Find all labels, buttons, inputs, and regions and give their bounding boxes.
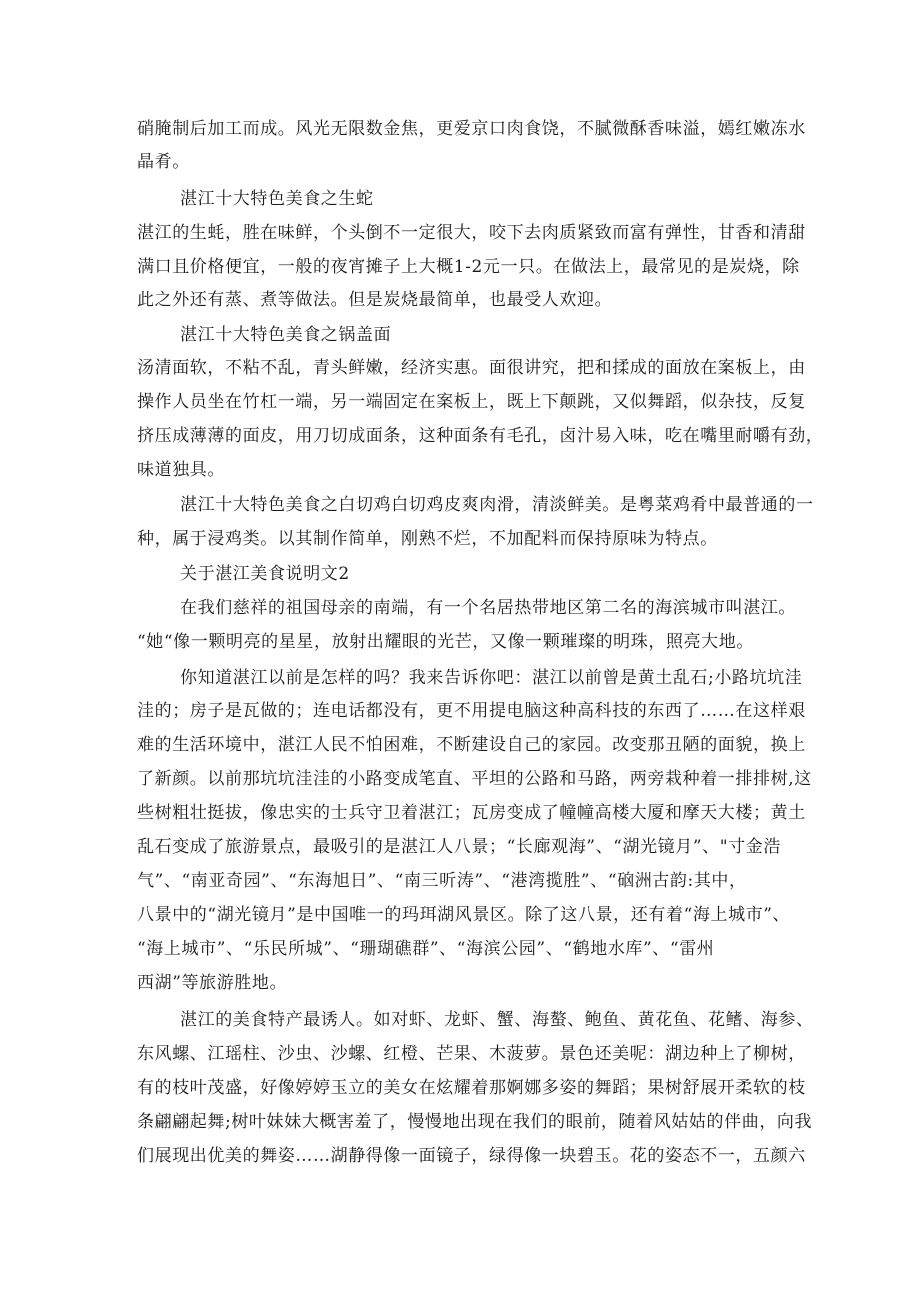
text-line: 条翩翩起舞;树叶妹妹大概害羞了，慢慢地出现在我们的眼前，随着风姑姑的伴曲，向我 — [137, 1112, 813, 1132]
text-line: 满口且价格便宜，一般的夜宵摊子上大概1-2元一只。在做法上，最常见的是炭烧，除 — [137, 257, 800, 277]
text-line: 湛江十大特色美食之白切鸡白切鸡皮爽肉滑，清淡鲜美。是粤菜鸡肴中最普通的一 — [180, 495, 814, 515]
text-line: 汤清面软，不粘不乱，青头鲜嫩，经济实惠。面很讲究，把和揉成的面放在案板上，由 — [137, 358, 806, 378]
text-line: 在我们慈祥的祖国母亲的南端，有一个名居热带地区第二名的海滨城市叫湛江。 — [180, 598, 796, 618]
section-heading: 湛江十大特色美食之锅盖面 — [180, 325, 392, 345]
text-line: 操作人员坐在竹杠一端，另一端固定在案板上，既上下颠跳，又似舞蹈，似杂技，反复 — [137, 392, 806, 412]
text-line: “海上城市”、“乐民所城”、“珊瑚礁群”、“海滨公园”、“鹤地水库”、“雷州 — [137, 939, 715, 959]
text-line: 湛江的生蚝，胜在味鲜，个头倒不一定很大，咬下去肉质紧致而富有弹性，甘香和清甜 — [137, 223, 806, 243]
text-line: 此之外还有蒸、煮等做法。但是炭烧最简单，也最受人欢迎。 — [137, 290, 613, 310]
text-line: 湛江的美食特产最诱人。如对虾、龙虾、蟹、海螯、鲍鱼、黄花鱼、花鳍、海参、 — [180, 1010, 814, 1030]
text-line: 难的生活环境中，湛江人民不怕困难，不断建设自己的家园。改变那丑陋的面貌，换上 — [137, 735, 806, 755]
section-heading: 关于湛江美食说明文2 — [180, 564, 350, 584]
text-line: 气”、“南亚奇园”、“东海旭日”、“南三听涛”、“港湾揽胜”、“硇洲古韵:其中， — [137, 871, 747, 891]
text-line: 西湖”等旅游胜地。 — [137, 973, 288, 993]
section-heading: 湛江十大特色美食之生蛇 — [180, 189, 374, 209]
text-line: 硝腌制后加工而成。风光无限数金焦，更爱京口肉食饶，不腻微酥香味溢，嫣红嫩冻水 — [137, 119, 806, 139]
text-line: 洼的；房子是瓦做的；连电话都没有，更不用提电脑这种高科技的东西了……在这样艰 — [137, 701, 806, 721]
text-line: 乱石变成了旅游景点，最吸引的是湛江人八景；“长廊观海”、“湖光镜月”、"寸金浩 — [137, 837, 781, 857]
text-line: 些树粗壮挺拔，像忠实的士兵守卫着湛江；瓦房变成了幢幢高楼大厦和摩天大楼；黄土 — [137, 803, 806, 823]
text-line: 有的枝叶茂盛，好像婷婷玉立的美女在炫耀着那婀娜多姿的舞蹈；果树舒展开柔软的枝 — [137, 1078, 806, 1098]
text-line: 挤压成薄薄的面皮，用刀切成面条，这种面条有毛孔，卤汁易入味，吃在嘴里耐嚼有劲， — [137, 426, 824, 446]
text-line: 了新颜。以前那坑坑洼洼的小路变成笔直、平坦的公路和马路，两旁栽种着一排排树,这 — [137, 769, 812, 789]
text-line: 种，属于浸鸡类。以其制作简单，刚熟不烂，不加配料而保持原味为特点。 — [137, 529, 718, 549]
text-line: 味道独具。 — [137, 460, 225, 480]
text-line: 晶肴。 — [137, 152, 190, 172]
text-line: “她“像一颗明亮的星星，放射出耀眼的光芒，又像一颗璀璨的明珠，照亮大地。 — [137, 632, 754, 652]
text-line: 东风螺、江瑶柱、沙虫、沙螺、红橙、芒果、木菠萝。景色还美呢：湖边种上了柳树， — [137, 1044, 806, 1064]
text-line: 你知道湛江以前是怎样的吗？我来告诉你吧：湛江以前曾是黄土乱石;小路坑坑洼 — [180, 668, 803, 688]
text-line: 八景中的“湖光镜月”是中国唯一的玛珥湖风景区。除了这八景，还有着“海上城市”、 — [137, 905, 791, 925]
text-line: 们展现出优美的舞姿……湖静得像一面镜子，绿得像一块碧玉。花的姿态不一，五颜六 — [137, 1146, 806, 1166]
